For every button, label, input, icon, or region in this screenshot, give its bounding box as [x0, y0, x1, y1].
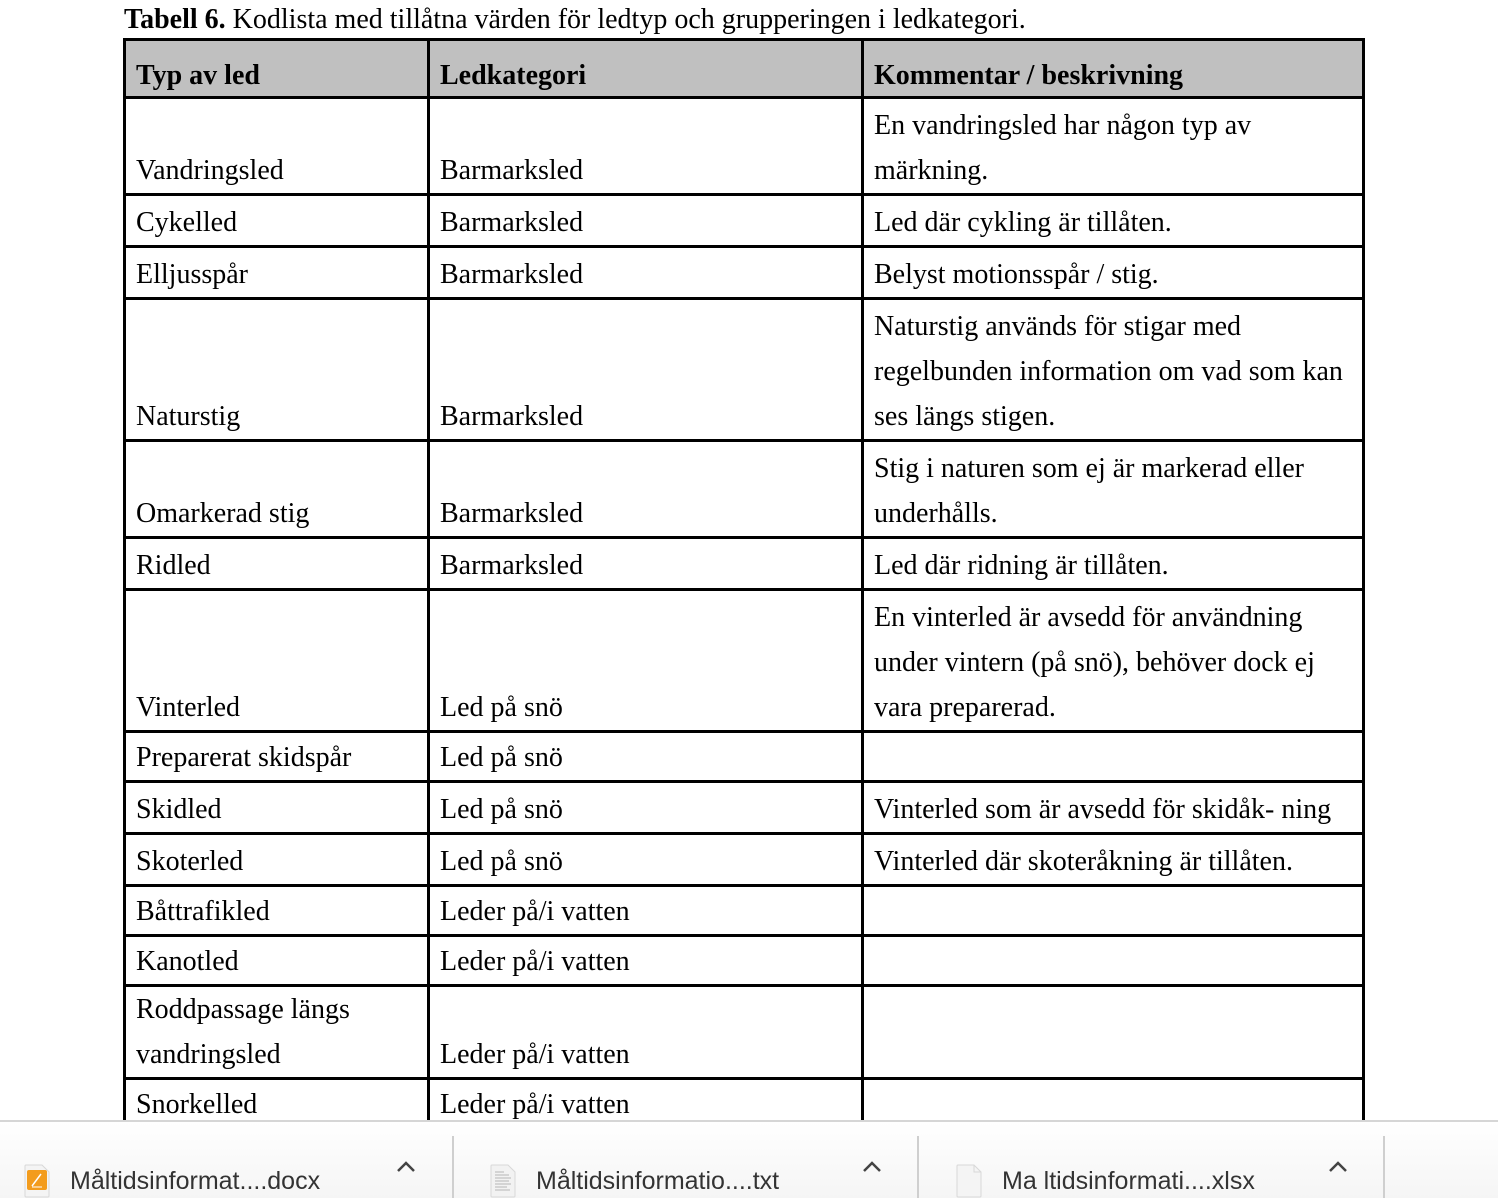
caption-text: Kodlista med tillåtna värden för ledtyp och grupperingen i ledkategori. — [225, 4, 1026, 35]
cell-typ-av-led: Skidled — [125, 782, 429, 834]
cell-kommentar: Vinterled där skoteråkning är tillåten. — [863, 834, 1364, 886]
table-row — [125, 1079, 1364, 1121]
cell-typ-av-led: Omarkerad stig — [125, 441, 429, 538]
cell-typ-av-led: Ridled — [125, 538, 429, 590]
table-row — [125, 247, 1364, 299]
cell-ledkategori: Barmarksled — [429, 441, 863, 538]
cell-kommentar: Stig i naturen som ej är markerad eller underhålls. — [863, 441, 1364, 538]
table-row — [125, 538, 1364, 590]
cell-ledkategori: Led på snö — [429, 590, 863, 732]
cell-typ-av-led: Elljusspår — [125, 247, 429, 299]
download-item-txt[interactable] — [490, 1136, 779, 1198]
cell-kommentar — [863, 936, 1364, 986]
cell-ledkategori: Leder på/i vatten — [429, 886, 863, 936]
separator — [1383, 1136, 1385, 1198]
cell-ledkategori: Barmarksled — [429, 98, 863, 195]
chevron-up-icon[interactable] — [1326, 1156, 1350, 1176]
txt-file-icon — [490, 1164, 516, 1198]
table-row — [125, 299, 1364, 441]
table-row — [125, 441, 1364, 538]
cell-ledkategori: Barmarksled — [429, 538, 863, 590]
download-item-docx[interactable] — [24, 1136, 320, 1198]
download-filename: Måltidsinformatio....txt — [536, 1166, 780, 1195]
cell-ledkategori: Led på snö — [429, 782, 863, 834]
cell-kommentar: Led där ridning är tillåten. — [863, 538, 1364, 590]
table-row — [125, 195, 1364, 247]
table-row — [125, 936, 1364, 986]
docx-file-icon — [24, 1164, 50, 1198]
download-filename: Ma ltidsinformati....xlsx — [1002, 1166, 1255, 1195]
table-row — [125, 732, 1364, 782]
table-caption — [124, 2, 1026, 38]
cell-kommentar: En vandringsled har någon typ av märkning. — [863, 98, 1364, 195]
cell-typ-av-led: Preparerat skidspår — [125, 732, 429, 782]
cell-kommentar: Led där cykling är tillåten. — [863, 195, 1364, 247]
separator — [917, 1136, 919, 1198]
download-item-xlsx[interactable] — [956, 1136, 1255, 1198]
caption-label: Tabell 6. — [124, 4, 226, 35]
cell-typ-av-led: Båttrafikled — [125, 886, 429, 936]
cell-typ-av-led: Vandringsled — [125, 98, 429, 195]
chevron-up-icon[interactable] — [860, 1156, 884, 1176]
cell-ledkategori: Leder på/i vatten — [429, 1079, 863, 1121]
cell-ledkategori: Barmarksled — [429, 299, 863, 441]
table-row — [125, 986, 1364, 1079]
cell-typ-av-led: Snorkelled — [125, 1079, 429, 1121]
table-row — [125, 98, 1364, 195]
table-row — [125, 590, 1364, 732]
cell-typ-av-led: Roddpassage längs vandringsled — [125, 986, 429, 1079]
code-list-table — [123, 38, 1365, 1120]
cell-typ-av-led: Kanotled — [125, 936, 429, 986]
downloads-bar — [0, 1120, 1498, 1198]
cell-ledkategori: Led på snö — [429, 834, 863, 886]
blank-file-icon — [956, 1164, 982, 1198]
cell-kommentar — [863, 1079, 1364, 1121]
cell-ledkategori: Leder på/i vatten — [429, 936, 863, 986]
cell-kommentar — [863, 986, 1364, 1079]
cell-kommentar: Naturstig används för stigar med regelbunden information om vad som kan ses längs stigen. — [863, 299, 1364, 441]
cell-typ-av-led: Cykelled — [125, 195, 429, 247]
chevron-up-icon[interactable] — [394, 1156, 418, 1176]
table-row — [125, 886, 1364, 936]
cell-ledkategori: Barmarksled — [429, 247, 863, 299]
table-row — [125, 782, 1364, 834]
cell-typ-av-led: Skoterled — [125, 834, 429, 886]
cell-kommentar — [863, 886, 1364, 936]
cell-typ-av-led: Vinterled — [125, 590, 429, 732]
table-header-row — [125, 40, 1364, 98]
cell-kommentar: Belyst motionsspår / stig. — [863, 247, 1364, 299]
header-kommentar: Kommentar / beskrivning — [863, 40, 1364, 98]
header-ledkategori: Ledkategori — [429, 40, 863, 98]
cell-ledkategori: Leder på/i vatten — [429, 986, 863, 1079]
cell-typ-av-led: Naturstig — [125, 299, 429, 441]
header-typ-av-led: Typ av led — [125, 40, 429, 98]
cell-kommentar: En vinterled är avsedd för användning under vintern (på snö), behöver dock ej vara preparerad. — [863, 590, 1364, 732]
cell-kommentar: Vinterled som är avsedd för skidåk- ning — [863, 782, 1364, 834]
separator — [452, 1136, 454, 1198]
cell-ledkategori: Barmarksled — [429, 195, 863, 247]
table-row — [125, 834, 1364, 886]
cell-ledkategori: Led på snö — [429, 732, 863, 782]
cell-kommentar — [863, 732, 1364, 782]
download-filename: Måltidsinformat....docx — [70, 1166, 321, 1195]
